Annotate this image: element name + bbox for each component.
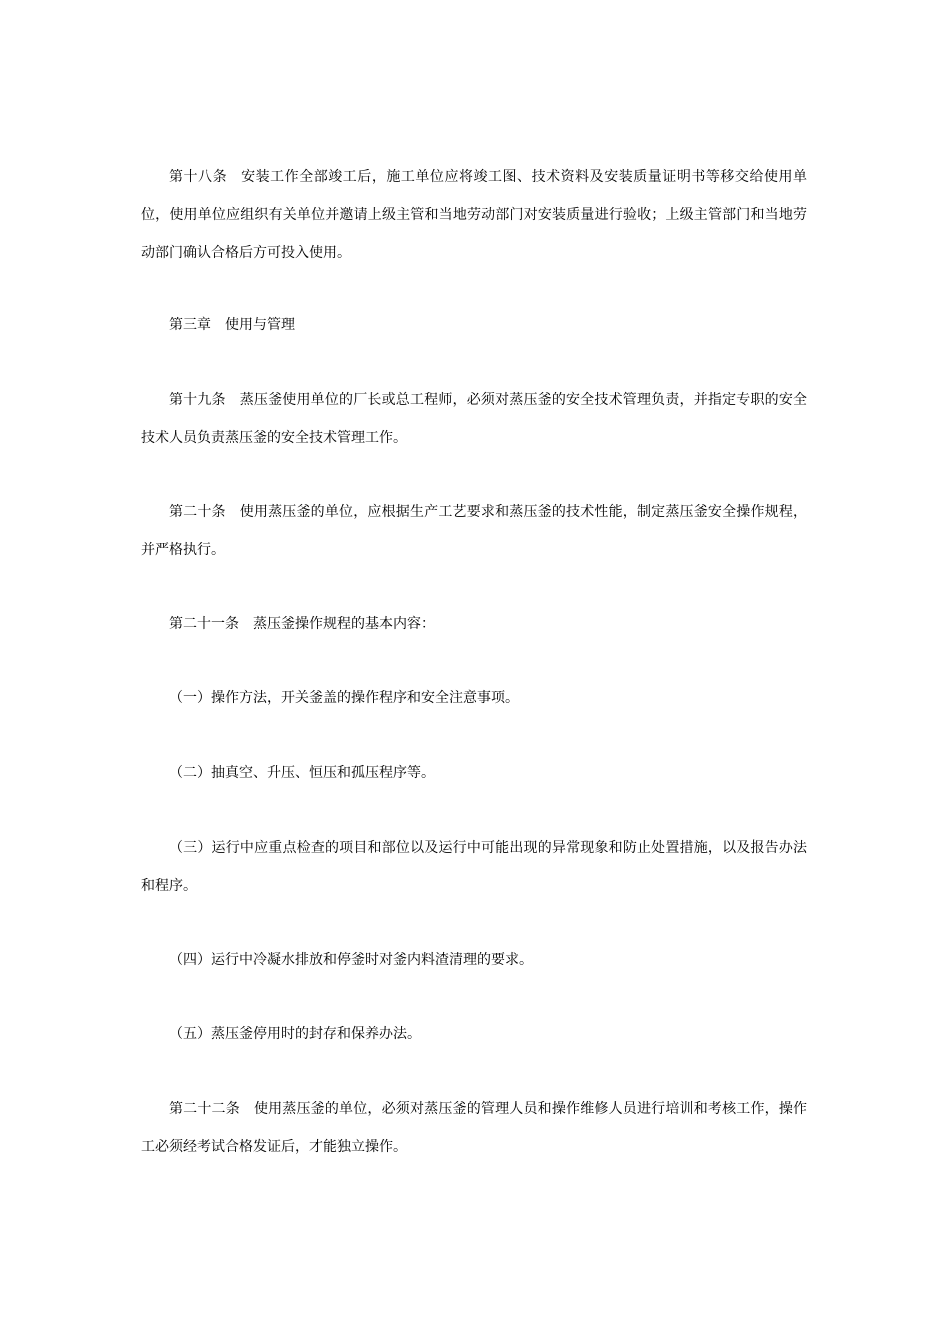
article-20-label: 第二十条 xyxy=(169,504,226,520)
list-item-2 xyxy=(141,754,807,792)
list-item-1 xyxy=(141,679,807,717)
article-19-label: 第十九条 xyxy=(169,392,226,408)
article-21-label: 第二十一条 xyxy=(169,616,239,632)
article-18-text: 安装工作全部竣工后，施工单位应将竣工图、技术资料及安装质量证明书等移交给使用单位，使用单位应组织有关单位并邀请上级主管和当地劳动部门对安装质量进行验收；上级主管部门和当地劳动部门确认合格后方可投入使用。 xyxy=(141,169,808,261)
list-item-5-text: （五）蒸压釜停用时的封存和保养办法。 xyxy=(169,1026,421,1042)
article-20-text: 使用蒸压釜的单位，应根据生产工艺要求和蒸压釜的技术性能，制定蒸压釜安全操作规程，并严格执行。 xyxy=(141,504,808,558)
article-20 xyxy=(141,493,807,569)
article-19-text: 蒸压釜使用单位的厂长或总工程师，必须对蒸压釜的安全技术管理负责，并指定专职的安全技术人员负责蒸压釜的安全技术管理工作。 xyxy=(141,392,808,446)
chapter-3-label: 第三章 xyxy=(169,317,211,333)
chapter-3-title: 使用与管理 xyxy=(225,317,295,333)
article-19 xyxy=(141,381,807,457)
list-item-2-text: （二）抽真空、升压、恒压和孤压程序等。 xyxy=(169,765,435,781)
list-item-1-text: （一）操作方法，开关釜盖的操作程序和安全注意事项。 xyxy=(169,690,519,706)
list-item-3 xyxy=(141,829,807,905)
chapter-3-heading xyxy=(141,306,807,344)
list-item-3-text: （三）运行中应重点检查的项目和部位以及运行中可能出现的异常现象和防止处置措施，以及报告办法和程序。 xyxy=(141,840,807,894)
article-22-text: 使用蒸压釜的单位，必须对蒸压釜的管理人员和操作维修人员进行培训和考核工作，操作工必须经考试合格发证后，才能独立操作。 xyxy=(141,1101,808,1155)
list-item-4-text: （四）运行中冷凝水排放和停釜时对釜内料渣清理的要求。 xyxy=(169,952,533,968)
list-item-5 xyxy=(141,1015,807,1053)
article-22-label: 第二十二条 xyxy=(169,1101,240,1117)
article-21-text: 蒸压釜操作规程的基本内容： xyxy=(253,616,435,632)
list-item-4 xyxy=(141,941,807,979)
article-21 xyxy=(141,605,807,643)
article-18 xyxy=(141,158,807,272)
article-22 xyxy=(141,1090,807,1166)
article-18-label: 第十八条 xyxy=(169,169,228,185)
